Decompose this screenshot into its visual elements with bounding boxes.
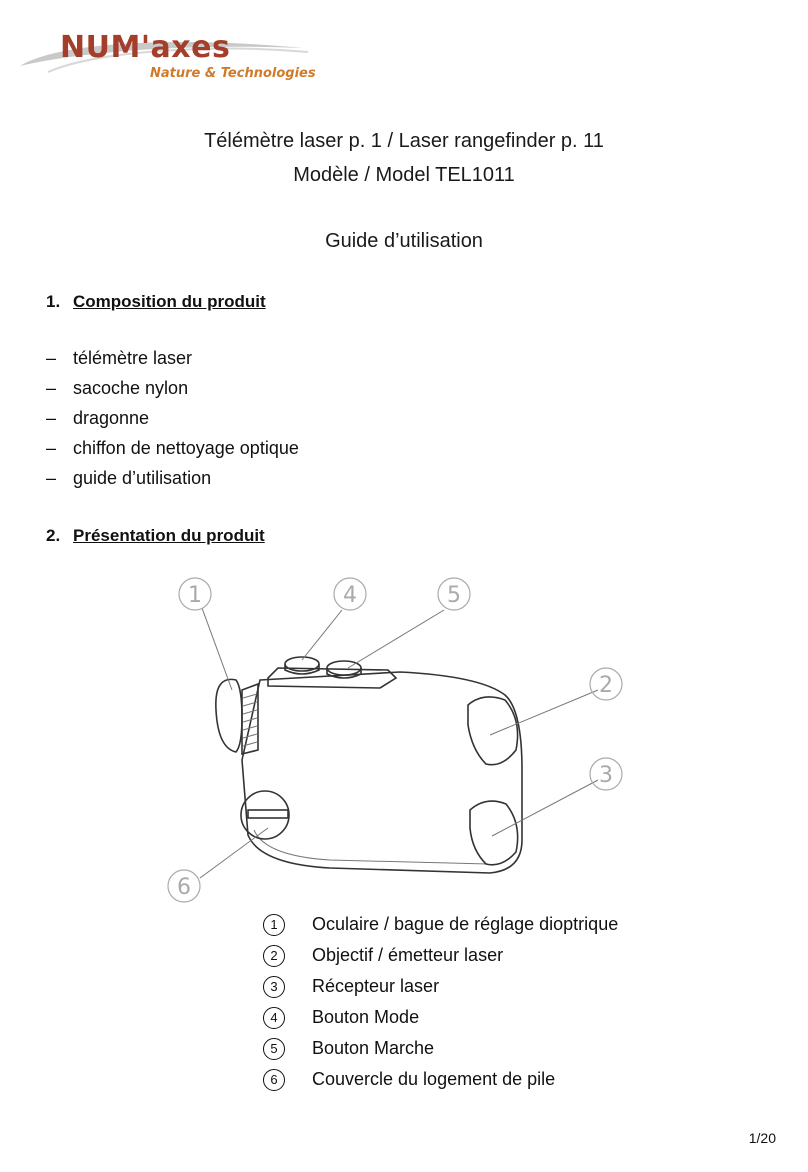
legend-number: 3: [263, 976, 285, 998]
legend-label: Oculaire / bague de réglage dioptrique: [312, 914, 619, 934]
callout-leader-3: [492, 780, 598, 836]
legend-number: 4: [263, 1007, 285, 1029]
legend-item: [263, 976, 683, 1002]
list-item-label: guide d’utilisation: [73, 468, 212, 488]
legend-number: 2: [263, 945, 285, 967]
guide-title: Guide d’utilisation: [325, 230, 483, 252]
callout-number-6: 6: [177, 875, 191, 900]
legend-number: 6: [263, 1069, 285, 1091]
list-item-label: dragonne: [73, 408, 150, 428]
list-item-label: chiffon de nettoyage optique: [73, 438, 299, 458]
rangefinder-diagram: [150, 570, 640, 910]
legend-item: [263, 1038, 683, 1064]
legend-label: Objectif / émetteur laser: [312, 945, 504, 965]
section-title: Présentation du produit: [73, 526, 265, 545]
callout-leader-6: [200, 828, 268, 878]
list-dash: –: [46, 438, 57, 458]
callout-number-5: 5: [447, 583, 461, 608]
list-dash: –: [46, 408, 57, 428]
legend-item: [263, 914, 683, 940]
document-title: Télémètre laser p. 1 / Laser rangefinder p. 11: [204, 130, 604, 152]
callout-leader-5: [348, 610, 444, 668]
callout-number-3: 3: [599, 763, 613, 788]
callout-number-1: 1: [188, 583, 202, 608]
device-body-outline: [242, 672, 522, 873]
section-title: Composition du produit: [73, 292, 266, 311]
legend-label: Bouton Mode: [312, 1007, 420, 1027]
callout-number-4: 4: [343, 583, 357, 608]
list-item-label: télémètre laser: [73, 348, 193, 368]
receiver-lens-shape: [470, 801, 518, 865]
brand-logo: [18, 28, 318, 98]
logo-tagline: Nature & Technologies: [150, 66, 316, 81]
list-dash: –: [46, 378, 57, 398]
legend-label: Couvercle du logement de pile: [312, 1069, 556, 1089]
eyepiece-outline: [216, 679, 242, 752]
legend-label: Bouton Marche: [312, 1038, 435, 1058]
section-heading-presentation: [46, 526, 446, 550]
callout-number-2: 2: [599, 673, 613, 698]
model-title: Modèle / Model TEL1011: [293, 164, 515, 186]
logo-brand-text: NUM'axes: [60, 30, 231, 65]
legend-number: 5: [263, 1038, 285, 1060]
section-number: 1.: [46, 292, 61, 311]
list-dash: –: [46, 468, 57, 488]
legend-label: Récepteur laser: [312, 976, 440, 996]
battery-cover-slot: [248, 810, 288, 818]
callout-leader-1: [202, 608, 232, 690]
list-item-label: sacoche nylon: [73, 378, 189, 398]
legend-number: 1: [263, 914, 285, 936]
section-heading-composition: [46, 292, 446, 316]
legend-item: [263, 1069, 683, 1095]
list-dash: –: [46, 348, 57, 368]
callout-leader-4: [302, 610, 342, 660]
section-number: 2.: [46, 526, 61, 545]
objective-lens-shape: [468, 697, 518, 765]
page-number: 1/20: [748, 1130, 776, 1146]
legend-item: [263, 945, 683, 971]
legend-item: [263, 1007, 683, 1033]
device-body-inner-line: [254, 830, 488, 864]
